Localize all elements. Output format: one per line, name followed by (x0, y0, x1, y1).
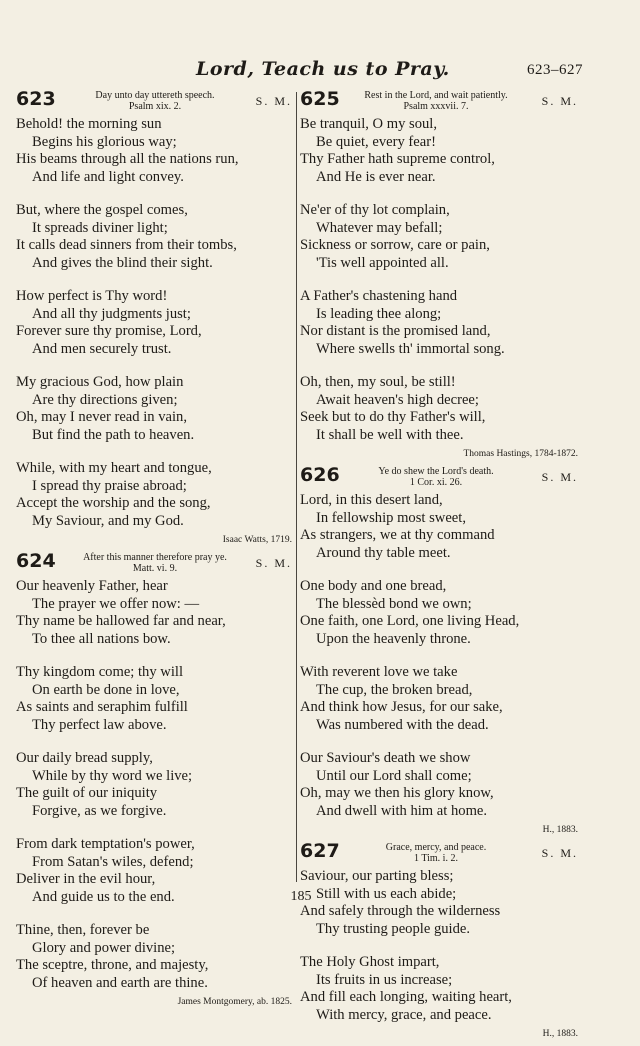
verse-line: As strangers, we at thy command (300, 527, 495, 543)
verse-line: On earth be done in love, (32, 681, 180, 698)
verse-line: Be quiet, every fear! (316, 133, 436, 150)
verse-line: Thine, then, forever be (16, 922, 150, 938)
scripture-reference (336, 842, 536, 864)
stanza (16, 664, 292, 734)
stanza (16, 202, 292, 272)
verse-line: His beams through all the nations run, (16, 151, 239, 167)
stanza (300, 202, 578, 272)
scripture-reference (336, 90, 536, 112)
verse-line: And life and light convey. (32, 168, 184, 185)
verse-line: Until our Lord shall come; (316, 767, 472, 784)
stanza (300, 750, 578, 820)
hymn-header (300, 466, 578, 492)
verse-line: Is leading thee along; (316, 305, 442, 322)
page-header (0, 58, 640, 86)
verse-line: It spreads diviner light; (32, 219, 168, 236)
verse-line: Still with us each abide; (316, 885, 457, 902)
scripture-citation: Matt. vi. 9. (132, 563, 178, 574)
verse-line: With reverent love we take (300, 664, 458, 680)
hymn-number: 625 (300, 88, 340, 110)
verse-line: But find the path to heaven. (32, 426, 195, 443)
verse-line: Sickness or sorrow, care or pain, (300, 237, 490, 253)
verse-line: And fill each longing, waiting heart, (300, 989, 512, 1005)
stanza (16, 750, 292, 820)
verse-line: My gracious God, how plain (16, 374, 184, 390)
verse-line: It calls dead sinners from their tombs, (16, 237, 237, 253)
scripture-text: Rest in the Lord, and wait patiently. (364, 90, 508, 101)
page-number: 185 (290, 889, 312, 904)
page-title: Lord, Teach us to Pray. (196, 58, 450, 80)
hymn-attribution: Thomas Hastings, 1784-1872. (463, 449, 578, 459)
verse-line: And He is ever near. (316, 168, 436, 185)
verse-line: While by thy word we live; (32, 767, 193, 784)
verse-line: My Saviour, and my God. (32, 512, 184, 529)
verse-line: Saviour, our parting bless; (300, 868, 454, 884)
verse-line: One body and one bread, (300, 578, 447, 594)
hymn-header (16, 90, 292, 116)
verse-line: From Satan's wiles, defend; (32, 853, 194, 870)
hymn-number: 624 (16, 550, 56, 572)
verse-line: The sceptre, throne, and majesty, (16, 957, 209, 973)
verse-line: And safely through the wilderness (300, 903, 501, 919)
verse-line: In fellowship most sweet, (316, 509, 466, 526)
verse-line: The blessèd bond we own; (316, 595, 472, 612)
left-column (16, 90, 292, 1014)
verse-line: Was numbered with the dead. (316, 716, 489, 733)
verse-line: Are thy directions given; (32, 391, 178, 408)
scripture-citation: Psalm xxxvii. 7. (403, 101, 469, 112)
hymn-number: 626 (300, 464, 340, 486)
stanza (16, 116, 292, 186)
verse-line: It shall be well with thee. (316, 426, 464, 443)
verse-line: A Father's chastening hand (300, 288, 458, 304)
verse-line: 'Tis well appointed all. (316, 254, 449, 271)
verse-line: Deliver in the evil hour, (16, 871, 156, 887)
column-divider (296, 92, 297, 882)
hymn-625 (300, 90, 578, 460)
hymn-number: 627 (300, 840, 340, 862)
scripture-citation: 1 Cor. xi. 26. (409, 477, 463, 488)
verse-line: How perfect is Thy word! (16, 288, 168, 304)
scripture-citation: Psalm xix. 2. (128, 101, 182, 112)
stanza (16, 578, 292, 648)
verse-line: Oh, then, my soul, be still! (300, 374, 456, 390)
verse-line: Upon the heavenly throne. (316, 630, 471, 647)
verse-line: Its fruits in us increase; (316, 971, 453, 988)
verse-line: Forever sure thy promise, Lord, (16, 323, 202, 339)
verse-line: And gives the blind their sight. (32, 254, 213, 271)
stanza (16, 288, 292, 358)
verse-line: Thy perfect law above. (32, 716, 167, 733)
scripture-reference (60, 552, 250, 574)
stanza (16, 374, 292, 444)
verse-line: The prayer we offer now: — (32, 595, 200, 612)
verse-line: While, with my heart and tongue, (16, 460, 212, 476)
hymn-attribution: James Montgomery, ab. 1825. (177, 997, 292, 1007)
verse-line: Await heaven's high decree; (316, 391, 479, 408)
verse-line: Ne'er of thy lot complain, (300, 202, 450, 218)
hymn-626 (300, 466, 578, 836)
verse-line: Our heavenly Father, hear (16, 578, 168, 594)
verse-line: Thy name be hallowed far and near, (16, 613, 226, 629)
hymn-624 (16, 552, 292, 1008)
verse-line: Forgive, as we forgive. (32, 802, 167, 819)
verse-line: As saints and seraphim fulfill (16, 699, 188, 715)
hymn-attribution: H., 1883. (542, 1029, 578, 1039)
verse-line: Oh, may I never read in vain, (16, 409, 188, 425)
verse-line: And guide us to the end. (32, 888, 175, 905)
hymn-meter: S. M. (541, 470, 578, 484)
hymn-meter: S. M. (255, 556, 292, 570)
scripture-text: After this manner therefore pray ye. (83, 552, 227, 563)
verse-line: I spread thy praise abroad; (32, 477, 187, 494)
hymn-meter: S. M. (541, 846, 578, 860)
verse-line: With mercy, grace, and peace. (316, 1006, 492, 1023)
stanza (300, 954, 578, 1024)
hymn-627 (300, 842, 578, 1040)
scripture-reference (60, 90, 250, 112)
hymn-header (300, 90, 578, 116)
verse-line: And all thy judgments just; (32, 305, 191, 322)
scripture-reference (336, 466, 536, 488)
verse-line: Of heaven and earth are thine. (32, 974, 208, 991)
stanza (300, 374, 578, 444)
verse-line: The cup, the broken bread, (316, 681, 473, 698)
hymn-attribution: Isaac Watts, 1719. (222, 535, 292, 545)
verse-line: And dwell with him at home. (316, 802, 488, 819)
verse-line: Whatever may befall; (316, 219, 443, 236)
verse-line: Be tranquil, O my soul, (300, 116, 438, 132)
stanza (300, 664, 578, 734)
scripture-text: Grace, mercy, and peace. (385, 842, 487, 853)
stanza (300, 288, 578, 358)
stanza (300, 578, 578, 648)
hymn-meter: S. M. (541, 94, 578, 108)
verse-line: The guilt of our iniquity (16, 785, 158, 801)
verse-line: Thy trusting people guide. (316, 920, 471, 937)
verse-line: One faith, one Lord, one living Head, (300, 613, 520, 629)
hymn-header (300, 842, 578, 868)
verse-line: But, where the gospel comes, (16, 202, 188, 218)
verse-line: Glory and power divine; (32, 939, 176, 956)
stanza (300, 116, 578, 186)
hymn-number: 623 (16, 88, 56, 110)
hymn-623 (16, 90, 292, 546)
verse-line: Our daily bread supply, (16, 750, 153, 766)
stanza (300, 492, 578, 562)
verse-line: Begins his glorious way; (32, 133, 177, 150)
verse-line: Where swells th' immortal song. (316, 340, 505, 357)
verse-line: Oh, may we then his glory know, (300, 785, 494, 801)
verse-line: Behold! the morning sun (16, 116, 162, 132)
verse-line: Thy kingdom come; thy will (16, 664, 184, 680)
scripture-citation: 1 Tim. i. 2. (414, 853, 458, 864)
verse-line: Around thy table meet. (316, 544, 451, 561)
stanza (16, 460, 292, 530)
verse-line: Seek but to do thy Father's will, (300, 409, 486, 425)
scripture-text: Ye do shew the Lord's death. (378, 466, 494, 477)
scripture-text: Day unto day uttereth speech. (95, 90, 215, 101)
verse-line: Nor distant is the promised land, (300, 323, 491, 339)
verse-line: The Holy Ghost impart, (300, 954, 440, 970)
hymn-range: 623–627 (527, 62, 583, 78)
verse-line: Our Saviour's death we show (300, 750, 471, 766)
hymn-meter: S. M. (255, 94, 292, 108)
hymn-header (16, 552, 292, 578)
verse-line: And think how Jesus, for our sake, (300, 699, 503, 715)
verse-line: From dark temptation's power, (16, 836, 195, 852)
verse-line: To thee all nations bow. (32, 630, 171, 647)
hymn-attribution: H., 1883. (542, 825, 578, 835)
verse-line: Thy Father hath supreme control, (300, 151, 495, 167)
verse-line: And men securely trust. (32, 340, 172, 357)
verse-line: Lord, in this desert land, (300, 492, 443, 508)
verse-line: Accept the worship and the song, (16, 495, 211, 511)
